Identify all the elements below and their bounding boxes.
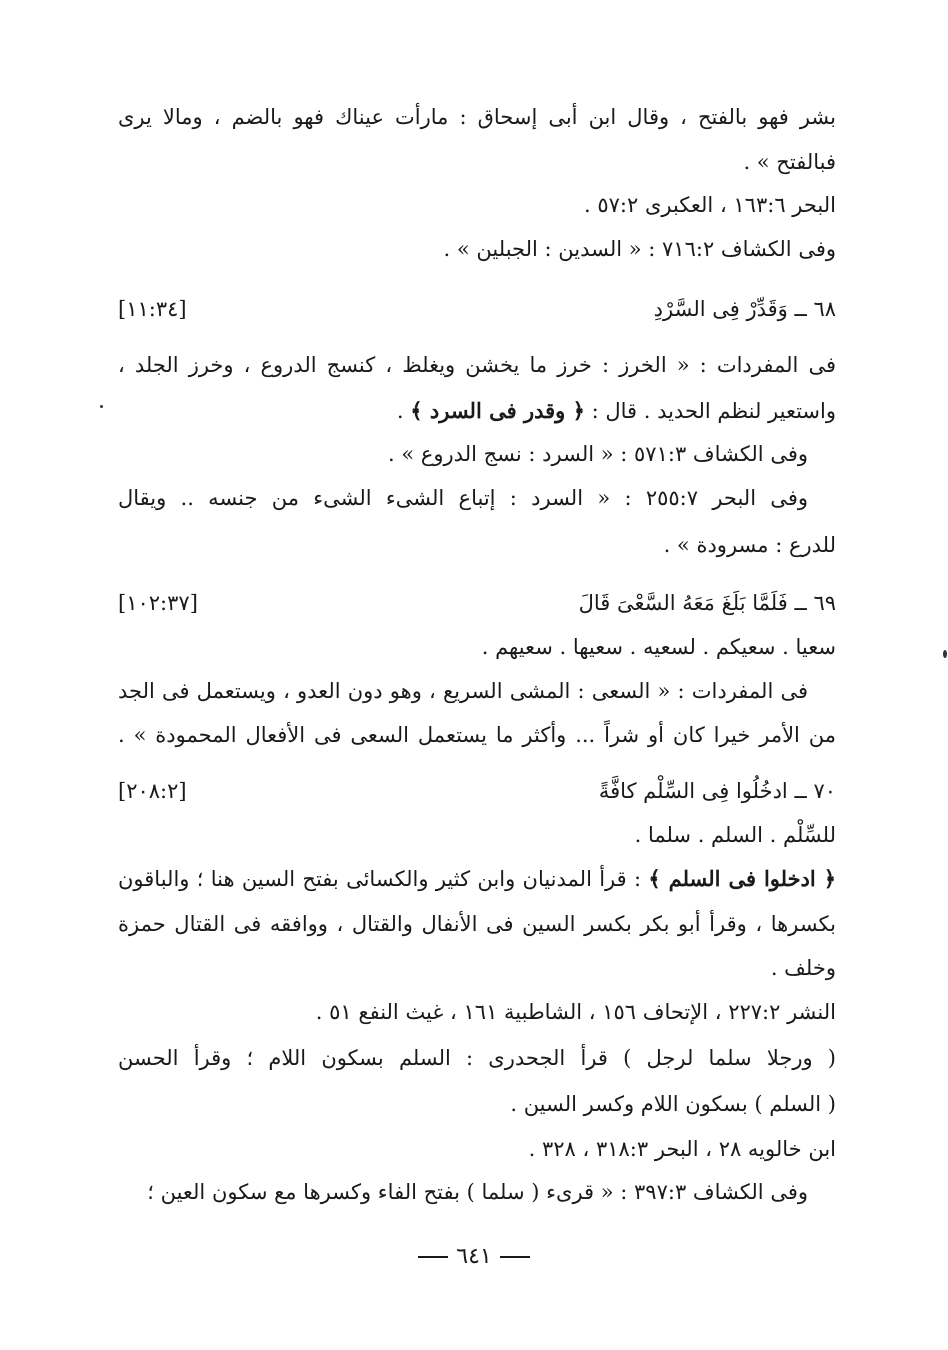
text-line: من الأمر خيرا كان أو شراً ... وأكثر ما يستعمل السعى فى الأفعال المحمودة » . [118, 723, 836, 747]
text-segment: واستعير لنظم الحديد . قال : [584, 399, 836, 423]
text-line: للسِّلْم . السلم . سلما . [634, 823, 836, 847]
scan-speck [100, 405, 103, 408]
text-segment: . [396, 399, 411, 423]
page-number [0, 1242, 948, 1272]
text-line: وخلف . [770, 956, 836, 980]
text-line: وفى الكشاف ٧١٦:٢ : « السدين : الجبلين » . [443, 237, 836, 261]
text-line: سعيا . سعيكم . لسعيه . سعيها . سعيهم . [481, 635, 836, 659]
text-line: ( ورجلا سلما لرجل ) قرأ الجحدرى : السلم بسكون اللام ؛ وقرأ الحسن [118, 1046, 836, 1070]
text-line: فى المفردات : « السعى : المشى السريع ، وهو دون العدو ، ويستعمل فى الجد [118, 679, 808, 703]
text-line [118, 396, 836, 426]
scan-speck [943, 650, 947, 658]
text-line: وفى الكشاف ٣٩٧:٣ : « قرىء ( سلما ) بفتح الفاء وكسرها مع سكون العين ؛ [147, 1180, 808, 1204]
text-line: وفى البحر ٢٥٥:٧ : « السرد : إتباع الشىء الشىء من جنسه .. ويقال [118, 486, 808, 510]
text-line: للدرع : مسرودة » . [663, 533, 836, 557]
text-line: وفى الكشاف ٥٧١:٣ : « السرد : نسج الدروع » . [387, 442, 808, 466]
verse-text: ٦٨ ــ وَقَدِّرْ فِى السَّرْدِ [653, 297, 836, 321]
verse-reference: [١٠٢:٣٧] [118, 591, 198, 615]
verse-heading [118, 776, 836, 808]
dash-decoration [418, 1256, 448, 1258]
verse-text: ٧٠ ــ ادخُلُوا فِى السِّلْم كافَّةً [598, 779, 836, 803]
verse-heading [118, 294, 836, 326]
text-line: النشر ٢٢٧:٢ ، الإتحاف ١٥٦ ، الشاطبية ١٦١ ، غيث النفع ٥١ . [315, 1000, 836, 1024]
verse-reference: [١١:٣٤] [118, 297, 187, 321]
verse-text: ٦٩ ــ فَلَمَّا بَلَغَ مَعَهُ السَّعْىَ قَالَ [578, 591, 836, 615]
text-line [118, 864, 836, 894]
dash-decoration [500, 1256, 530, 1258]
text-line: ( السلم ) بسكون اللام وكسر السين . [510, 1092, 836, 1116]
quran-quote: ﴿ وقدر فى السرد ﴾ [410, 398, 585, 423]
text-segment: : قرأ المدنيان وابن كثير والكسائى بفتح السين هنا ؛ والباقون [118, 867, 649, 891]
text-line: البحر ١٦٣:٦ ، العكبرى ٥٧:٢ . [583, 193, 836, 217]
text-line: بشر فهو بالفتح ، وقال ابن أبى إسحاق : مارأت عيناك فهو بالضم ، ومالا يرى [118, 105, 836, 129]
text-line: فى المفردات : « الخرز : خرز ما يخشن ويغلظ ، كنسج الدروع ، وخرز الجلد ، [118, 353, 836, 377]
page-number-text: ٦٤١ [456, 1244, 492, 1269]
verse-reference: [٢٠٨:٢] [118, 779, 187, 803]
text-line: ابن خالويه ٢٨ ، البحر ٣١٨:٣ ، ٣٢٨ . [528, 1137, 836, 1161]
text-line: بكسرها ، وقرأ أبو بكر بكسر السين فى الأنفال والقتال ، ووافقه فى القتال حمزة [118, 912, 836, 936]
verse-heading [118, 588, 836, 620]
text-line: فبالفتح » . [743, 150, 836, 174]
quran-quote: ﴿ ادخلوا فى السلم ﴾ [648, 866, 836, 891]
